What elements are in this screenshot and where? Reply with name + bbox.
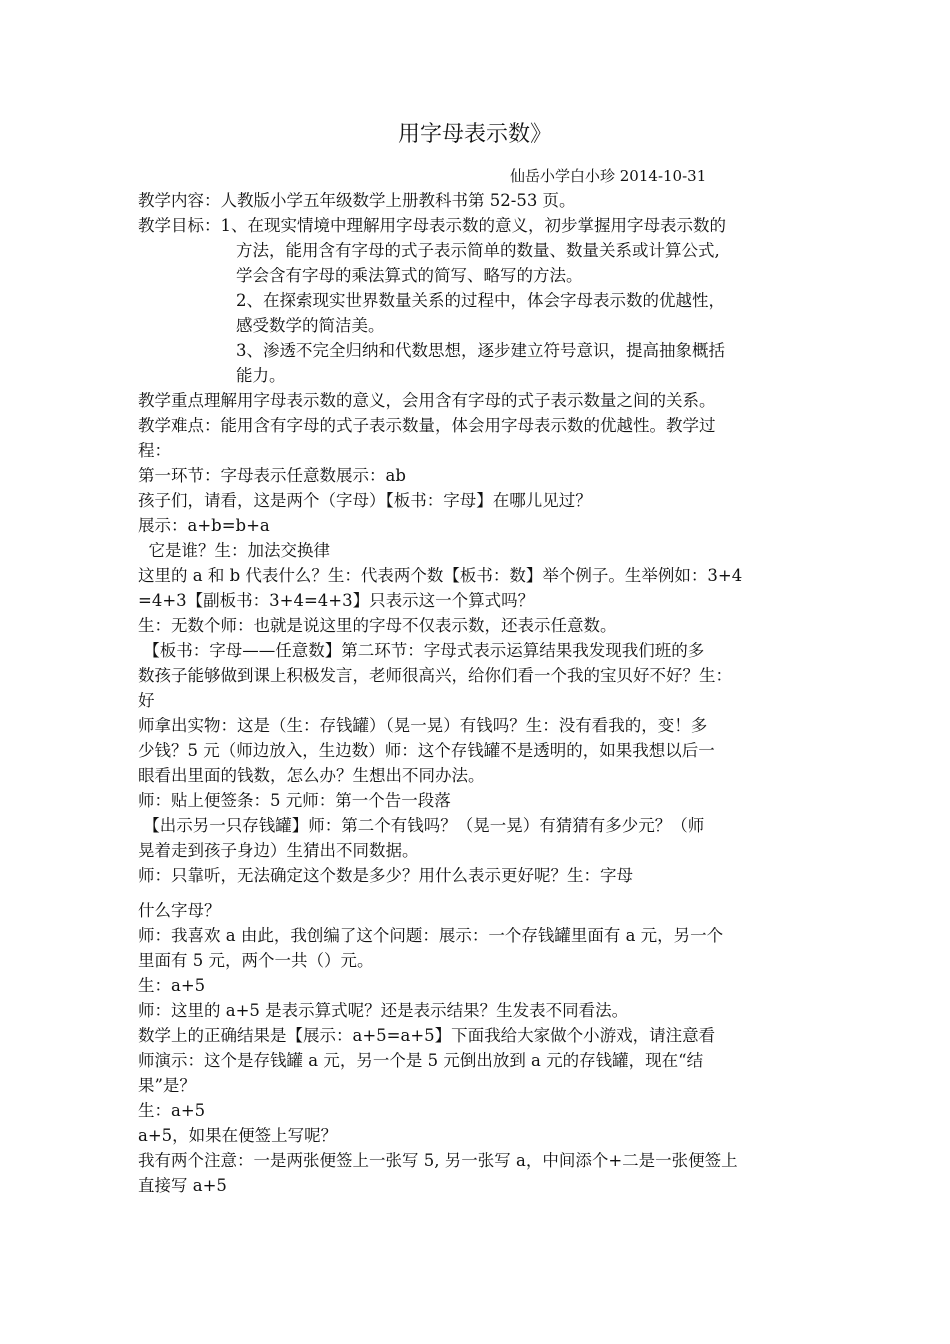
text-line: 生：无数个师：也就是说这里的字母不仅表示数，还表示任意数。	[138, 616, 617, 635]
text-line: 晃着走到孩子身边）生猜出不同数据。	[138, 841, 419, 860]
text-line: 师拿出实物：这是（生：存钱罐）（晃一晃）有钱吗？生：没有看我的，变！多	[138, 716, 708, 735]
author-line: 仙岳小学白小珍 2014-10-31	[510, 167, 707, 185]
text-line: 好	[138, 691, 155, 710]
text-line: 感受数学的简洁美。	[236, 316, 385, 335]
text-line: 少钱？5 元（师边放入，生边数）师：这个存钱罐不是透明的，如果我想以后一	[138, 741, 715, 760]
text-line: 教学内容：人教版小学五年级数学上册教科书第 52-53 页。	[138, 191, 576, 210]
text-line: 什么字母？	[138, 901, 221, 920]
text-line: 师：我喜欢 a 由此，我创编了这个问题：展示：一个存钱罐里面有 a 元，另一个	[138, 926, 724, 945]
text-line: 数学上的正确结果是【展示：a+5=a+5】下面我给大家做个小游戏，请注意看	[138, 1026, 716, 1045]
text-line: 师：只靠听，无法确定这个数是多少？用什么表示更好呢？生：字母	[138, 866, 633, 885]
text-line: 教学重点理解用字母表示数的意义，会用含有字母的式子表示数量之间的关系。	[138, 391, 716, 410]
text-line: 师：这里的 a+5 是表示算式呢？还是表示结果？生发表不同看法。	[138, 1001, 629, 1020]
text-line: 果”是？	[138, 1076, 196, 1095]
text-line: =4+3【副板书：3+4=4+3】只表示这一个算式吗？	[138, 591, 535, 610]
text-line: 2、在探索现实世界数量关系的过程中，体会字母表示数的优越性，	[236, 291, 725, 310]
text-line: 它是谁？生：加法交换律	[138, 541, 330, 560]
text-line: 这里的 a 和 b 代表什么？生：代表两个数【板书：数】举个例子。生举例如：3+4	[138, 566, 743, 585]
text-line: 【出示另一只存钱罐】师：第二个有钱吗？（晃一晃）有猜猜有多少元？（师	[138, 816, 705, 835]
text-line: 生：a+5	[138, 976, 206, 995]
document-title: 用字母表示数》	[397, 122, 552, 147]
text-line: 师演示：这个是存钱罐 a 元，另一个是 5 元倒出放到 a 元的存钱罐，现在“结	[138, 1051, 704, 1070]
text-line: 数孩子能够做到课上积极发言，老师很高兴，给你们看一个我的宝贝好不好？生：	[138, 666, 732, 685]
text-line: 展示：a+b=b+a	[138, 516, 270, 535]
text-line: 第一环节：字母表示任意数展示：ab	[138, 466, 406, 485]
text-line: a+5，如果在便签上写呢？	[138, 1126, 338, 1145]
text-line: 里面有 5 元，两个一共（）元。	[138, 951, 374, 970]
text-line: 眼看出里面的钱数，怎么办？生想出不同办法。	[138, 766, 485, 785]
text-line: 生：a+5	[138, 1101, 206, 1120]
text-line: 孩子们，请看，这是两个（字母）【板书：字母】在哪儿见过？	[138, 491, 592, 510]
text-line: 方法，能用含有字母的式子表示简单的数量、数量关系或计算公式,	[236, 241, 720, 260]
text-line: 师：贴上便签条：5 元师：第一个告一段落	[138, 791, 451, 810]
text-line: 教学目标：1、在现实情境中理解用字母表示数的意义，初步掌握用字母表示数的	[138, 216, 726, 235]
text-line: 能力。	[236, 366, 286, 385]
text-line: 学会含有字母的乘法算式的简写、略写的方法。	[236, 266, 583, 285]
text-line: 直接写 a+5	[138, 1176, 227, 1195]
document-body	[138, 188, 820, 1198]
text-line: 【板书：字母——任意数】第二环节：字母式表示运算结果我发现我们班的多	[138, 641, 705, 660]
text-line: 程：	[138, 441, 171, 460]
text-line: 我有两个注意：一是两张便签上一张写 5, 另一张写 a，中间添个+二是一张便签上	[138, 1151, 738, 1170]
text-line: 3、渗透不完全归纳和代数思想，逐步建立符号意识，提高抽象概括	[236, 341, 725, 360]
text-line: 教学难点：能用含有字母的式子表示数量，体会用字母表示数的优越性。教学过	[138, 416, 716, 435]
